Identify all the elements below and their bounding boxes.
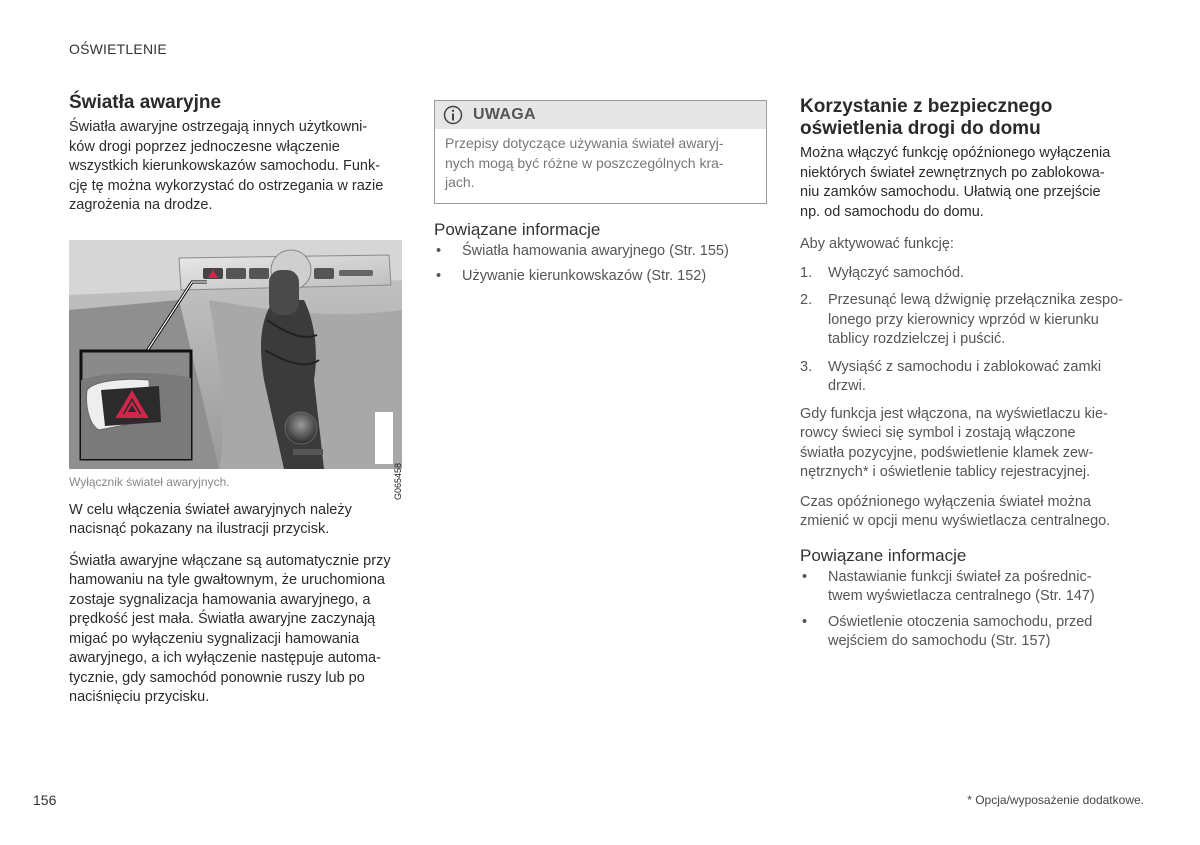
related-link-text: Oświetlenie otoczenia samochodu, przed wejściem do samochodu (Str. 157)	[828, 613, 1093, 649]
footnote: * Opcja/wyposażenie dodatkowe.	[967, 793, 1144, 807]
heading-home-safe-lighting: Korzystanie z bezpiecznego oświetlenia drogi do domu	[800, 96, 1053, 139]
step-item: 2. Przesunąć lewą dźwignię przełącznika zespo- lonego przy kierownicy wprzód w kierunku tablicy rozdzielczej i puścić.	[800, 292, 1123, 347]
column-hazard-lights	[69, 92, 404, 708]
figure-caption: Wyłącznik świateł awaryjnych.	[69, 474, 230, 489]
related-link[interactable]	[434, 242, 767, 262]
notice-header	[435, 101, 766, 129]
related-heading: Powiązane informacje	[800, 545, 967, 565]
bullet-mark: •	[436, 268, 442, 284]
heading-hazard-lights: Światła awaryjne	[69, 92, 222, 113]
related-link-text: Światła hamowania awaryjnego (Str. 155)	[462, 242, 729, 259]
column-notice	[434, 96, 767, 293]
activate-label: Aby aktywować funkcję:	[800, 236, 954, 252]
function-active-text: Gdy funkcja jest włączona, na wyświetlaczu kie- rowcy świeci się symbol i zostają włączone światła pozycyjne, podświetlenie klamek zew- nętrznych* i oświetlenie tablicy rejestracyjnej.	[800, 405, 1108, 480]
related-link-text: Nastawianie funkcji świateł za pośrednic- twem wyświetlacza centralnego (Str. 147)	[828, 568, 1095, 604]
hazard-activation-text: W celu włączenia świateł awaryjnych należy nacisnąć pokazany na ilustracji przycisk.	[69, 501, 352, 537]
column-home-safe-lighting	[800, 96, 1135, 658]
notice-text: Przepisy dotyczące używania świateł awaryj- nych mogą być różne w poszczególnych kra- jach.	[445, 135, 724, 190]
bullet-mark: •	[802, 568, 808, 585]
hazard-auto-text: Światła awaryjne włączane są automatycznie przy hamowaniu na tyle gwałtownym, że uruchomiona zostaje sygnalizacja hamowania awaryjnego, a prędkość jest mała. Światła awaryjne zaczynają migać po wyłączeniu sygnalizacji hamowania awaryjnego, a ich wyłączenie następuje automa- tycznie, gdy samochód ponownie ruszy lub po naciśnięciu przycisku.	[69, 552, 391, 705]
section-header: OŚWIETLENIE	[69, 41, 167, 57]
page-number: 156	[33, 792, 57, 808]
related-link-text: Używanie kierunkowskazów (Str. 152)	[462, 268, 707, 284]
delay-time-text: Czas opóźnionego wyłączenia świateł można zmienić w opcji menu wyświetlacza centralnego.	[800, 493, 1111, 529]
notice-title: UWAGA	[473, 106, 536, 123]
step-item: 1. Wyłączyć samochód.	[800, 264, 965, 281]
info-icon	[443, 105, 463, 125]
hazard-intro: Światła awaryjne ostrzegają innych użytkowni- ków drogi poprzez jednoczesne włączenie wszystkich kierunkowskazów samochodu. Funk- cję tę można wykorzystać do ostrzegania w razie zagrożenia na drodze.	[69, 119, 384, 213]
notice-box	[434, 100, 767, 204]
bullet-mark: •	[436, 242, 442, 259]
bullet-mark: •	[802, 613, 808, 630]
related-heading: Powiązane informacje	[434, 219, 601, 239]
related-link[interactable]	[434, 267, 767, 287]
step-item: 3. Wysiąść z samochodu i zablokować zamki drzwi.	[800, 358, 1102, 394]
related-link[interactable]	[800, 613, 1135, 652]
home-lighting-intro: Można włączyć funkcję opóźnionego wyłączenia niektórych świateł zewnętrznych po zablokowa- niu zamków samochodu. Ułatwią one przejście np. od samochodu do domu.	[800, 145, 1111, 220]
related-link[interactable]	[800, 568, 1135, 607]
image-code: G065458	[393, 462, 403, 500]
